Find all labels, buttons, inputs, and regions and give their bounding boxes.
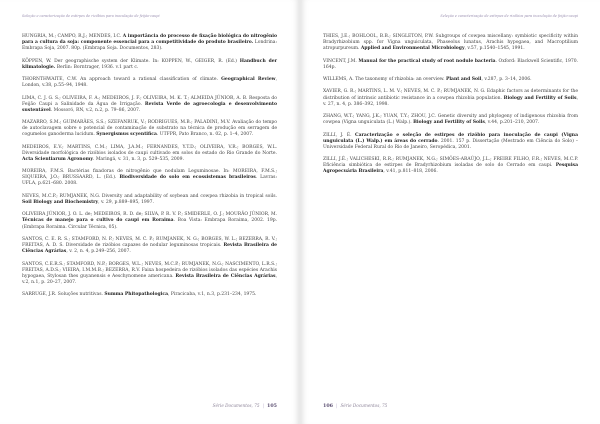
reference-list [22,34,277,298]
reference-authors: THORNTHWAITE, C.W. An approach toward a rational classification of climate. [22,77,222,83]
reference-entry [22,120,277,138]
reference-authors: XAVIER, G. R.; MARTINS, L. M. V.; NEVES, M. C. P.; RUMJANEK, N. G. Edaphic factors as determinants for the distribution of intrinsic antibiotic resistance in a cowpea rhizobia population. [323,89,578,101]
reference-title: Summa Phitopathologica [104,292,168,298]
reference-authors: MAZARRO, S.M.; GUIMARÃES, S.S.; SZEFANRUK, V.; RODRIGUES, M.B.; PALADINI, M.V. Avaliação do tempo de autoclavagem sobre o potencial de contaminação de substrato na técnica de produção em serragem de cogumelos ganoderma lucidum. [22,120,277,138]
reference-authors: ZILLI, J.É.; VALICHESKI, R.R.; RUMJANEK, N.G.; SIMÕES-ARAÚJO, J.L.; FREIRE FILHO, F.R.; NEVES, M.C.P. Eficiência simbiótica de estirpes de Bradyrhizobium isoladas de solo do Cerrado em caupi. [323,157,578,169]
reference-details: , v.57, p.1540–1545, 1991. [464,46,525,52]
reference-entry [323,34,578,52]
page-number: 105 [266,403,277,409]
reference-title: Manual for the practical study of root nodule bacteria [358,58,496,64]
reference-authors: SARRUGE, J.R. Soluções nutritivas. [22,292,105,298]
reference-authors: SANTOS, C. E. R. S.; STAMFORD, N. P.; NEVES, M. C. P.; RUMJANEK, N. G.; BORGES, W. L.; BEZERRA, R. V.; FREITAS, A. D. S. Diversidade de rizóbios capazes de nodular leguminosas tropicais. [22,236,277,249]
reference-entry [323,114,578,126]
reference-authors: MEDEIROS, E.V.; MARTINS, C.M.; LIMA, J.A.M.; FERNANDES, Y.T.D.; OLIVEIRA, V.R.; BORGES, W.L. Diversidade morfológica de rizóbios isolados de caupi cultivado em solos do estado do Rio Grande do Norte. [22,144,277,156]
reference-list [323,34,578,175]
reference-title: Técnicas de manejo para o cultivo do caupi em Roraima [22,218,174,224]
reference-entry [22,292,277,298]
reference-title: Synergismus scyentifica [96,132,157,138]
reference-entry [22,145,277,163]
reference-details: , v. 29, p.889–895, 1997. [98,199,154,205]
reference-details: , Piracicaba, v.1, n.3, p.231–234, 1975. [168,292,257,298]
page-number: 106 [323,403,334,409]
reference-entry [323,157,578,175]
reference-authors: ZILLI, J. É. [323,132,355,138]
reference-details: Berlin: Borntrager, 1936. v.1 part c. [55,64,139,70]
page-footer: 106 | Série Documentos, 75 [323,403,388,409]
reference-details: . 2001. 157 p. Dissertação (Mestrado em Ciência do Solo) – Universidade Federal Rural do Rio de Janeiro, Seropédica, 2001. [323,138,578,150]
reference-authors: MOREIRA, F.M.S. Bactérias fixadoras de nitrogênio que nodulam Leguminosae. In: MOREIRA, F.M.S.; SIQUEIRA, J.O.; BRUSSAARD, L. (Ed.). [22,169,277,181]
reference-entry [22,262,277,286]
reference-details: , v.2, n.1, p. 20–27, 2007. [22,273,277,285]
reference-details: . Mossoró, RN, v.2, n.2, p. 79–86, 2007. [50,107,141,113]
reference-details: . Oxford: Blackwell Scientific, 1970. 164p. [323,58,578,70]
reference-entry [22,169,277,187]
reference-title: Plant and Soil [445,77,482,83]
reference-details: . Boa Vista: Embrapa Roraima, 2002. 19p. (Embrapa Roraima. Circular Técnica, 05). [22,218,278,230]
right-page [301,0,600,424]
reference-entry [22,96,277,114]
reference-authors: WILLEMS, A. The taxonomy of rhizobia: an overview. [323,77,446,83]
reference-title: Revista Verde de agroecologia e desenvolvimento sustentável [22,101,277,113]
reference-authors: OLIVEIRA JÚNIOR, J. O. L. de; MEDEIROS, R. D. de; SILVA, P. R. V. P.; SMIDERLE, O. J.; MOURÃO JÚNIOR, M. [22,212,277,218]
reference-details: , v.41, p.811–818, 2006. [383,169,438,175]
reference-details: Londrina: Embrapa Soja, 2007. 80p. (Embrapa Soja. Documentos, 283). [22,40,277,52]
reference-title: Pesquisa Agropecuária Brasileira [323,163,578,175]
reference-title: Geographical Review [221,77,276,83]
reference-entry [22,59,277,71]
reference-title: Biology and Fertility of Soils [413,120,485,126]
running-head: Seleção e caracterização de estirpes de rizóbios para inoculação de feijão-caupi [22,14,160,18]
reference-entry [323,77,578,83]
reference-authors: KÖPPEN, W. Der geographische system der Klimate. In: KOPPEN, W., GEIGER, R. (Ed.) [22,58,240,64]
page-footer: Série Documentos, 75 | 105 [212,403,277,409]
reference-authors: VINCENT, J.M. [323,58,359,64]
series-label: Série Documentos, 75 [212,403,260,408]
reference-entry [22,34,277,52]
reference-authors: NEVES, M.C.P.; RUMJANEK, N.G. Diversity and adaptability of soybean and cowpea rhizobia in tropical soils. [22,193,277,199]
reference-details: , v.44, p.201–210, 2007. [484,120,540,126]
reference-details: , v.287, p. 3–14, 2006. [481,77,532,83]
reference-entry [323,89,578,107]
reference-details: . UTFPR, Pato Branco, n. 02, p. 1–4, 2007. [156,132,254,138]
left-page [0,0,299,424]
reference-details: , v. 2, n. 4, p.249–256, 2007. [66,249,131,255]
reference-details: . Lavras: UFLA, p.621–680. 2008. [22,175,277,187]
reference-title: Revista Brasileira de Ciências Agrárias [22,243,278,255]
reference-title: Handbuch der klimatologie. [22,58,277,70]
reference-details: , London, v.38, p.55–94, 1948. [22,77,277,89]
reference-entry [22,77,277,89]
reference-title: Biology and Fertility of Soils [503,95,577,101]
reference-title: Soil Biology and Biochemistry [22,199,99,205]
reference-details: . Maringá, v. 31, n. 3, p. 529–535, 2009. [92,156,184,162]
series-label: Série Documentos, 75 [340,403,388,408]
reference-entry [22,237,277,255]
reference-entry [22,212,277,230]
reference-entry [323,133,578,151]
reference-authors: LIMA, C. J. G. S.; OLIVEIRA, F. A.; MEDEIROS, J. F.; OLIVEIRA, M. K. T.; ALMEIDA JÚNIOR, A. B. Resposta do Feijão Caupi a Salinidade da Água de Irrigação. [22,95,277,107]
reference-title: A importância do processo de fixação biológica do nitrogênio para a cultura da soja: componente essencial para a competitividade do produto brasileiro. [22,34,277,46]
reference-entry [22,194,277,206]
reference-authors: HUNGRIA, M.; CAMPO, R.J.; MENDES, I.C. [22,34,123,39]
reference-title: Revista Brasileira de Ciências Agrárias [175,273,276,279]
reference-authors: SANTOS, C.E.R.S.; STAMFORD, N.P.; BORGES, W.L.; NEVES, M.C.P.; RUMJANEK, N.G.; NASCIMENTO, L.R.S.; FREITAS, A.D.S.; VIEIRA, I.M.M.B.; BEZERRA, R.V. Faixa hospedeira de rizóbios isolados das espécies Arachis hypogaea, Stylosan thes guyanensis e Aeschynomene americana. [22,261,277,279]
reference-title: Applied and Environmental Microbiology [360,46,465,52]
reference-title: Caracterização e seleção de estirpes de rizóbio para inoculação de caupi (Vigna unguiculata (L.) Walp.) em áreas do cerrado [323,132,578,144]
reference-authors: THIES, J.E.; BOHLOOL, B.B.; SINGLETON, P.W. Subgroups of cowpea miscellany: symbiotic specificity within Bradyrhizobium spp. for Vigna unguiculata, Phaseolus lunatus, Arachis hypogaea, and Macroptilium atropurpureum. [323,34,578,52]
reference-title: Biodiversidade do solo em ecossistemas brasileiros [119,175,256,181]
reference-authors: ZHANG, W.T.; YANG, J.K.; YUAN, T.Y.; ZHOU, J.C. Genetic diversity and phylogeny of indigenous rhizobia from cowpea (Vigna unguiculata (L.) Walp.). [323,114,578,126]
reference-entry [323,59,578,71]
reference-title: Acta Scientiarum Agronomy [22,156,93,162]
reference-details: , v. 27, n. 4, p. 386–392, 1998. [323,95,578,107]
running-head: Seleção e caracterização de estirpes de rizóbios para inoculação de feijão-caupi [440,14,578,18]
